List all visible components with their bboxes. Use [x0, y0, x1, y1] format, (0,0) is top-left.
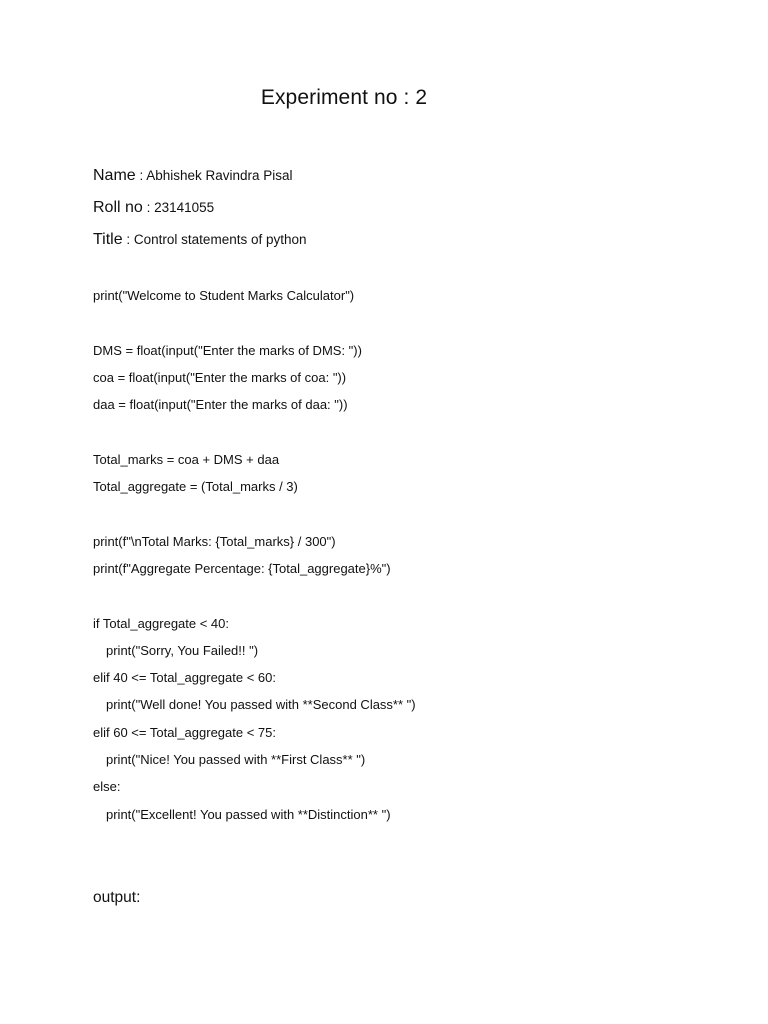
name-separator: :: [135, 168, 147, 183]
roll-value: 23141055: [154, 200, 215, 215]
code-line: Total_marks = coa + DMS + daa: [93, 451, 280, 467]
code-line-indented: print("Well done! You passed with **Second Class** "): [106, 697, 416, 713]
code-line: elif 40 <= Total_aggregate < 60:: [93, 670, 276, 686]
code-block: [93, 284, 733, 830]
code-line: coa = float(input("Enter the marks of coa: ")): [93, 369, 347, 385]
code-line: DMS = float(input("Enter the marks of DMS: ")): [93, 342, 362, 358]
code-blank-line: [93, 311, 733, 338]
code-line: daa = float(input("Enter the marks of daa: ")): [93, 397, 348, 413]
code-line: elif 60 <= Total_aggregate < 75:: [93, 724, 276, 740]
roll-label: Roll no: [93, 199, 143, 216]
name-value: Abhishek Ravindra Pisal: [146, 168, 293, 183]
code-line: if Total_aggregate < 40:: [93, 615, 230, 631]
code-line: Total_aggregate = (Total_marks / 3): [93, 479, 298, 495]
output-label: output:: [93, 889, 141, 906]
code-blank-line: [93, 502, 733, 529]
roll-separator: :: [142, 200, 155, 215]
code-line-indented: print("Sorry, You Failed!! "): [106, 642, 259, 658]
name-label: Name: [93, 167, 136, 184]
title-separator: :: [122, 232, 134, 247]
title-label: Title: [93, 231, 123, 248]
name-field: [93, 166, 293, 186]
code-line-indented: print("Excellent! You passed with **Distinction** "): [106, 806, 391, 822]
code-blank-line: [93, 420, 733, 447]
code-line: else:: [93, 779, 121, 795]
code-line: print("Welcome to Student Marks Calculator"): [93, 288, 355, 303]
code-blank-line: [93, 584, 733, 611]
title-field: [93, 230, 307, 250]
title-value: Control statements of python: [133, 232, 307, 247]
roll-field: [93, 198, 214, 218]
experiment-title: Experiment no : 2: [260, 86, 428, 109]
code-line: print(f"\nTotal Marks: {Total_marks} / 300"): [93, 533, 336, 549]
code-line-indented: print("Nice! You passed with **First Class** "): [106, 752, 366, 768]
code-line: print(f"Aggregate Percentage: {Total_aggregate}%"): [93, 560, 391, 576]
